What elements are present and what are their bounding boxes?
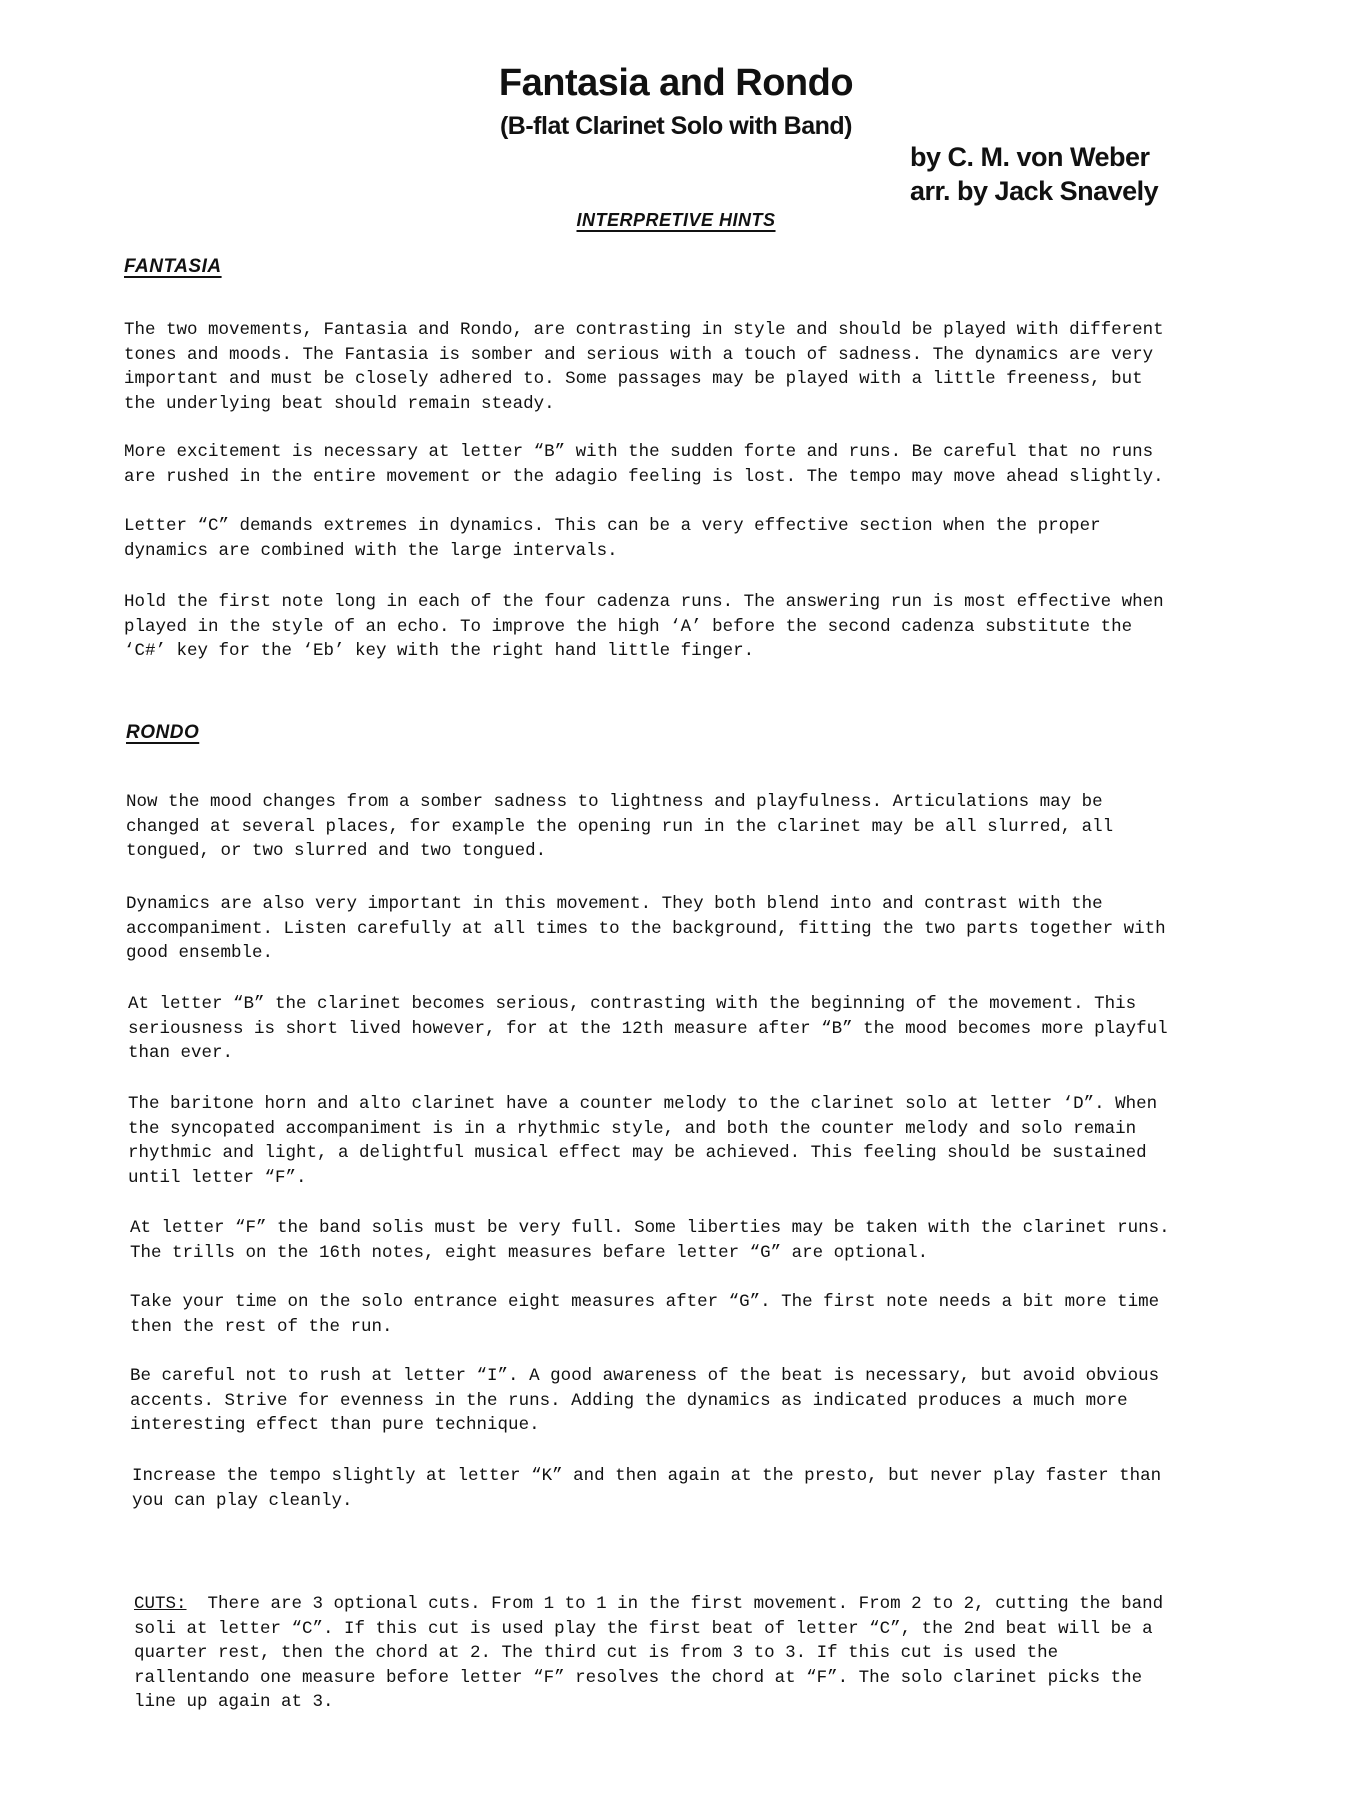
page-title: Fantasia and Rondo — [498, 62, 854, 104]
composer-credit: by C. M. von Weber — [910, 142, 1150, 172]
rondo-paragraph: The baritone horn and alto clarinet have a counter melody to the clarinet solo at letter ‘D”. When the syncopated accompaniment is in a rhythmic style, and both the counter melody and solo remain rhythmic and light, a delightful musical effect may be achieved. This feeling should be sustained until letter “F”. — [128, 1094, 1158, 1188]
rondo-paragraph: At letter “B” the clarinet becomes serious, contrasting with the beginning of the movement. This seriousness is short lived however, for at the 12th measure after “B” the mood becomes more playful than ever. — [128, 994, 1168, 1063]
rondo-paragraph: Dynamics are also very important in this movement. They both blend into and contrast with the accompaniment. Listen carefully at all times to the background, fitting the two parts together with good ensemble. — [126, 894, 1166, 963]
interpretive-hints-heading: INTERPRETIVE HINTS — [576, 210, 776, 230]
fantasia-paragraph: Letter “C” demands extremes in dynamics. This can be a very effective section when the proper dynamics are combined with the large intervals. — [124, 516, 1101, 561]
rondo-paragraph: Now the mood changes from a somber sadness to lightness and playfulness. Articulations may be changed at several places, for example the opening run in the clarinet may be all slurred, all tongued, or two slurred and two tongued. — [126, 792, 1114, 861]
fantasia-heading: FANTASIA — [124, 256, 222, 277]
fantasia-paragraph: The two movements, Fantasia and Rondo, are contrasting in style and should be played with different tones and moods. The Fantasia is somber and serious with a touch of sadness. The dynamics are very important and must be closely adhered to. Some passages may be played with a little freeness, but the underlying beat should remain steady. — [124, 320, 1164, 414]
arranger-credit: arr. by Jack Snavely — [910, 176, 1159, 206]
fantasia-paragraph: Hold the first note long in each of the four cadenza runs. The answering run is most effective when played in the style of an echo. To improve the high ‘A’ before the second cadenza substitute the ‘C#’ key for the ‘Eb’ key with the right hand little finger. — [124, 592, 1164, 661]
cuts-text: There are 3 optional cuts. From 1 to 1 in the first movement. From 2 to 2, cutting the band soli at letter “C”. If this cut is used play the first beat of letter “C”, the 2nd beat will be a quarter rest, then the chord at 2. The third cut is from 3 to 3. If this cut is used the rallentando one measure before letter “F” resolves the chord at “F”. The solo clarinet picks the line up again at 3. — [134, 1594, 1164, 1712]
rondo-paragraph: Take your time on the solo entrance eight measures after “G”. The first note needs a bit more time then the rest of the run. — [130, 1292, 1160, 1337]
cuts-note — [134, 1592, 1184, 1715]
cuts-label: CUTS: — [134, 1594, 187, 1614]
rondo-paragraph: Increase the tempo slightly at letter “K” and then again at the presto, but never play faster than you can play cleanly. — [132, 1466, 1162, 1511]
fantasia-paragraph: More excitement is necessary at letter “B” with the sudden forte and runs. Be careful that no runs are rushed in the entire movement or the adagio feeling is lost. The tempo may move ahead slightly. — [124, 442, 1164, 487]
rondo-paragraph: At letter “F” the band solis must be very full. Some liberties may be taken with the clarinet runs. The trills on the 16th notes, eight measures befare letter “G” are optional. — [130, 1218, 1170, 1263]
page-subtitle: (B-flat Clarinet Solo with Band) — [499, 112, 853, 140]
rondo-paragraph: Be careful not to rush at letter “I”. A good awareness of the beat is necessary, but avoid obvious accents. Strive for evenness in the runs. Adding the dynamics as indicated produces a much more interesting effect than pure technique. — [130, 1366, 1160, 1435]
rondo-heading: RONDO — [126, 722, 200, 743]
